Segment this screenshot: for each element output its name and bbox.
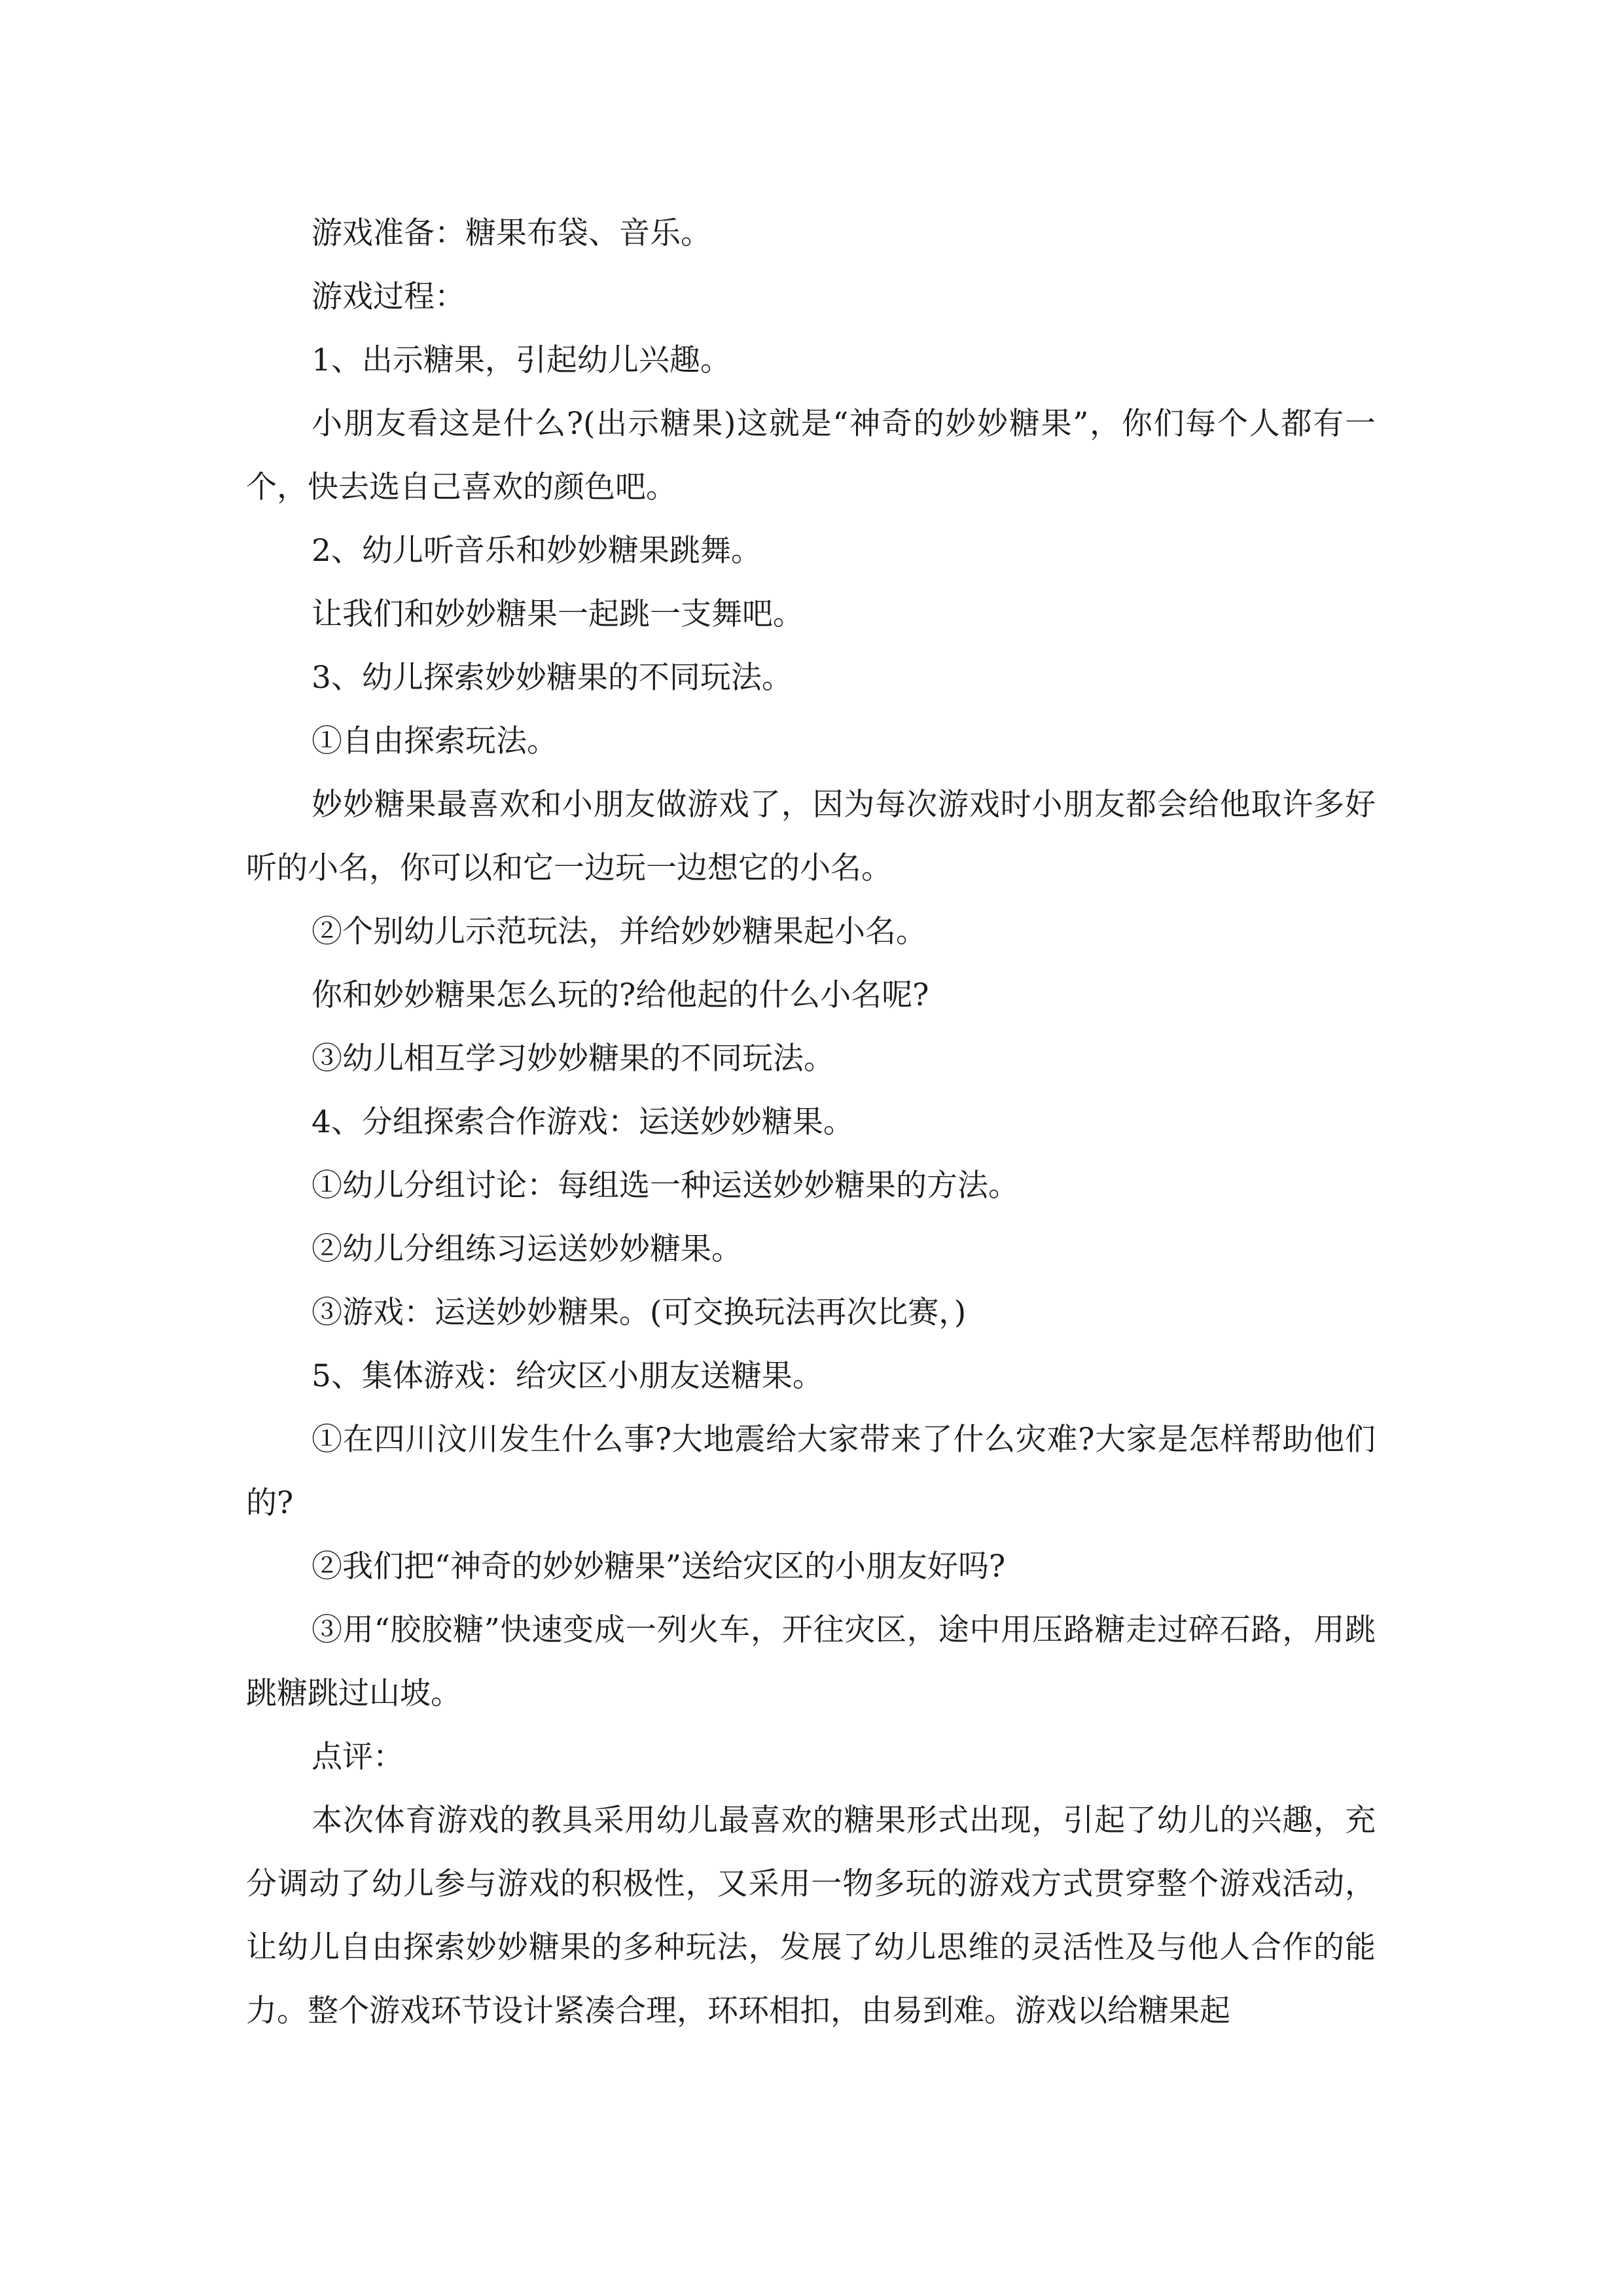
paragraph-step-4-item-1: ①幼儿分组讨论：每组选一种运送妙妙糖果的方法。 (312, 1168, 1019, 1204)
paragraph-step-1-heading: 1、出示糖果，引起幼儿兴趣。 (312, 342, 731, 378)
paragraph-step-3-item-3: ③幼儿相互学习妙妙糖果的不同玩法。 (312, 1041, 834, 1077)
paragraph-step-3-item-1: ①自由探索玩法。 (312, 723, 558, 759)
paragraph-step-4-item-3: ③游戏：运送妙妙糖果。(可交换玩法再次比赛，) (312, 1295, 967, 1331)
paragraph-game-preparation: 游戏准备：糖果布袋、音乐。 (312, 215, 711, 251)
paragraph-review-heading: 点评： (312, 1739, 404, 1775)
paragraph-step-5-item-1: ①在四川汶川发生什么事?大地震给大家带来了什么灾难?大家是怎样帮助他们的? (246, 1422, 1376, 1521)
paragraph-step-4-heading: 4、分组探索合作游戏：运送妙妙糖果。 (312, 1104, 854, 1140)
paragraph-step-2-heading: 2、幼儿听音乐和妙妙糖果跳舞。 (312, 533, 762, 569)
paragraph-step-5-item-3: ③用“胶胶糖”快速变成一列火车，开往灾区，途中用压路糖走过碎石路，用跳跳糖跳过山坡。 (246, 1612, 1376, 1712)
paragraph-step-3-item-2: ②个别幼儿示范玩法，并给妙妙糖果起小名。 (312, 914, 927, 950)
paragraph-step-3-heading: 3、幼儿探索妙妙糖果的不同玩法。 (312, 660, 793, 696)
paragraph-step-2-text: 让我们和妙妙糖果一起跳一支舞吧。 (312, 596, 804, 632)
paragraph-step-3-item-1-text: 妙妙糖果最喜欢和小朋友做游戏了，因为每次游戏时小朋友都会给他取许多好听的小名，你可以和它一边玩一边想它的小名。 (246, 787, 1376, 886)
paragraph-step-5-item-2: ②我们把“神奇的妙妙糖果”送给灾区的小朋友好吗? (312, 1549, 1006, 1585)
paragraph-review-text: 本次体育游戏的教具采用幼儿最喜欢的糖果形式出现，引起了幼儿的兴趣，充分调动了幼儿参与游戏的积极性，又采用一物多玩的游戏方式贯穿整个游戏活动，让幼儿自由探索妙妙糖果的多种玩法，发展了幼儿思维的灵活性及与他人合作的能力。整个游戏环节设计紧凑合理，环环相扣，由易到难。游戏以给糖果起 (246, 1803, 1376, 2029)
paragraph-game-process-heading: 游戏过程： (312, 279, 465, 315)
paragraph-step-4-item-2: ②幼儿分组练习运送妙妙糖果。 (312, 1231, 742, 1267)
paragraph-step-5-heading: 5、集体游戏：给灾区小朋友送糖果。 (312, 1358, 823, 1394)
document-body (246, 202, 1376, 2043)
paragraph-step-1-text: 小朋友看这是什么?(出示糖果)这就是“神奇的妙妙糖果”，你们每个人都有一个，快去选自己喜欢的颜色吧。 (246, 406, 1376, 505)
paragraph-step-3-item-2-text: 你和妙妙糖果怎么玩的?给他起的什么小名呢? (312, 977, 929, 1013)
